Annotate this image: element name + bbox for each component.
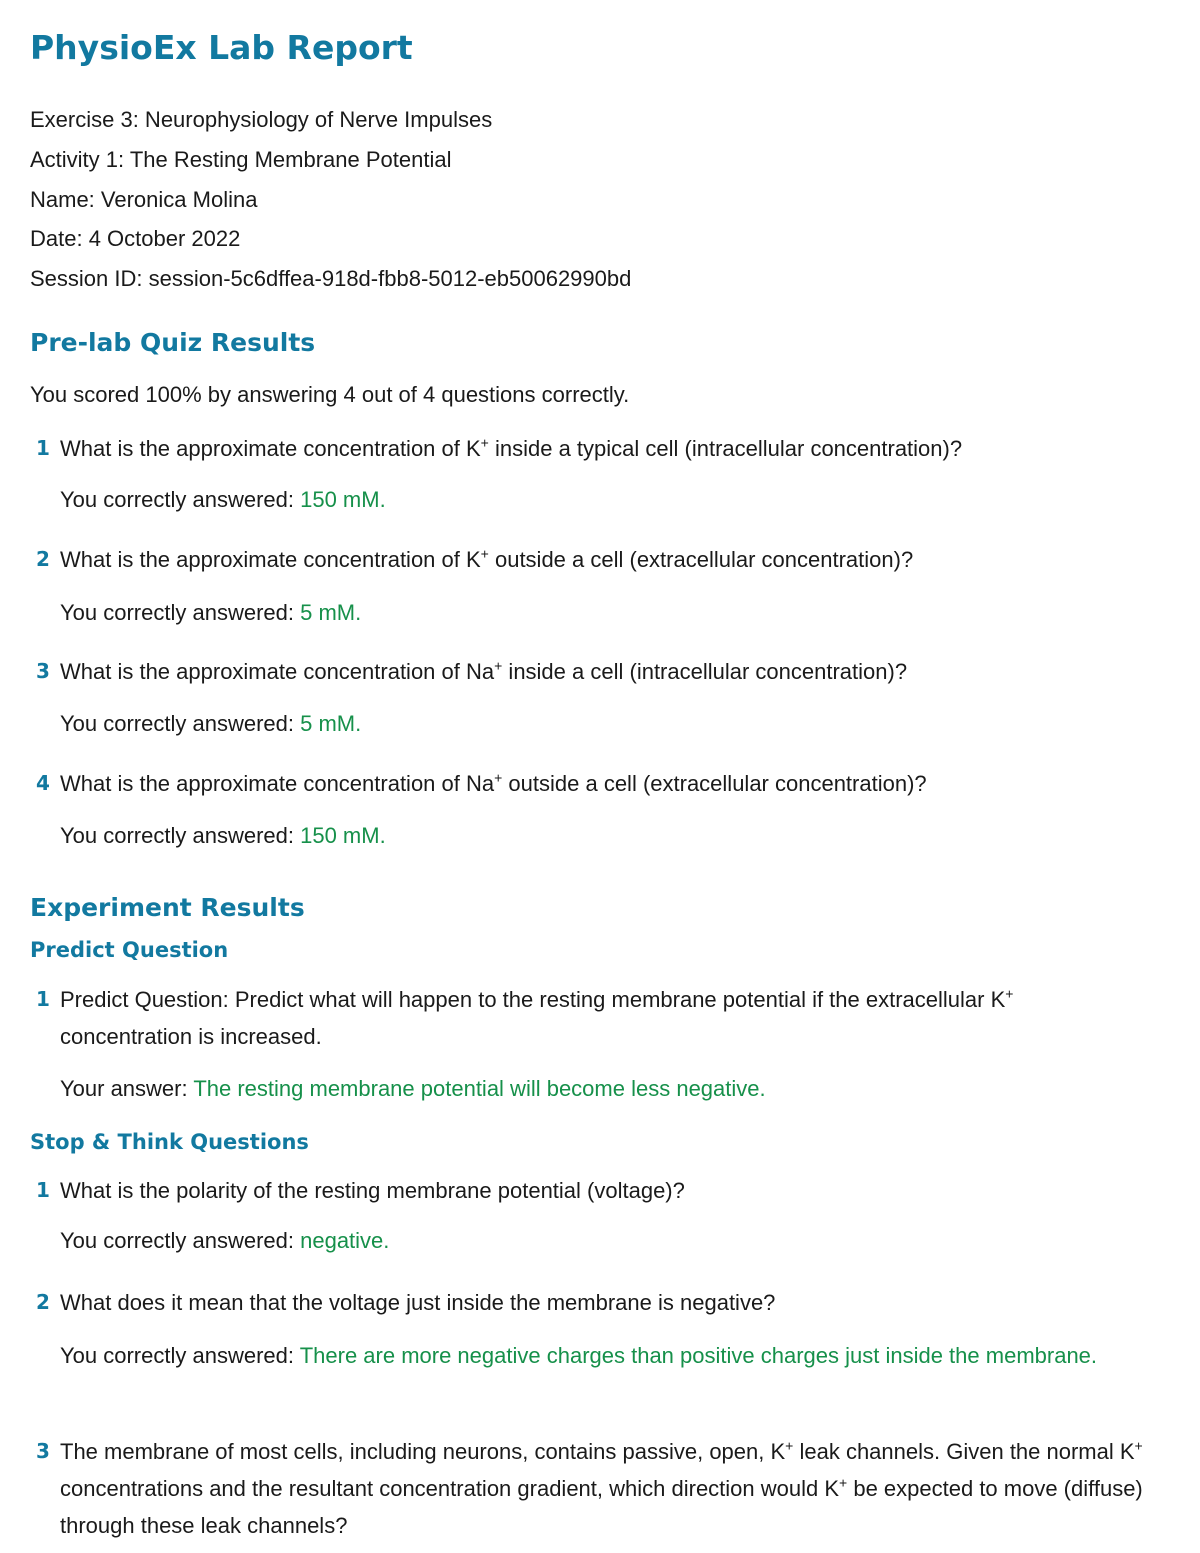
- question-text: What is the approximate concentration of K+ inside a typical cell (intracellular concentration)?: [60, 434, 963, 461]
- prelab-answer-2: You correctly answered: 5 mM.: [60, 600, 362, 625]
- stop-think-question-2: [30, 1284, 1160, 1321]
- question-number: 1: [36, 436, 50, 460]
- question-number: 2: [36, 547, 50, 571]
- correct-answer: 150 mM.: [300, 487, 386, 512]
- stop-think-question-3: [30, 1433, 1155, 1544]
- prelab-question-1: [30, 430, 1160, 467]
- prelab-answer-3: You correctly answered: 5 mM.: [60, 711, 362, 736]
- report-title: PhysioEx Lab Report: [30, 28, 413, 67]
- predict-answer: Your answer: The resting membrane potential will become less negative.: [60, 1076, 766, 1101]
- question-text: Predict Question: Predict what will happen to the resting membrane potential if the extracellular K+ concentration is increased.: [60, 985, 1014, 1049]
- stop-think-heading: Stop & Think Questions: [30, 1130, 309, 1154]
- activity-line: Activity 1: The Resting Membrane Potential: [30, 147, 452, 172]
- question-number: 1: [36, 987, 50, 1011]
- question-number: 4: [36, 771, 50, 795]
- student-name: Name: Veronica Molina: [30, 187, 258, 212]
- question-number: 3: [36, 659, 50, 683]
- question-number: 2: [36, 1290, 50, 1314]
- question-text: What is the polarity of the resting membrane potential (voltage)?: [60, 1178, 685, 1203]
- correct-answer: negative.: [300, 1228, 390, 1253]
- prelab-question-4: [30, 765, 1160, 802]
- question-number: 1: [36, 1178, 50, 1202]
- prelab-question-2: [30, 541, 1160, 578]
- question-text: What does it mean that the voltage just inside the membrane is negative?: [60, 1290, 776, 1315]
- question-text: What is the approximate concentration of Na+ outside a cell (extracellular concentration)?: [60, 769, 927, 796]
- predict-heading: Predict Question: [30, 938, 229, 962]
- prelab-question-3: [30, 653, 1160, 690]
- predict-question-1: [30, 981, 1160, 1055]
- correct-answer: There are more negative charges than positive charges just inside the membrane.: [299, 1343, 1098, 1368]
- question-text: What is the approximate concentration of K+ outside a cell (extracellular concentration)?: [60, 545, 914, 572]
- session-id: Session ID: session-5c6dffea-918d-fbb8-5012-eb50062990bd: [30, 266, 632, 291]
- prelab-score: You scored 100% by answering 4 out of 4 questions correctly.: [30, 382, 630, 407]
- question-text: What is the approximate concentration of Na+ inside a cell (intracellular concentration)?: [60, 657, 908, 684]
- prelab-answer-4: You correctly answered: 150 mM.: [60, 823, 386, 848]
- correct-answer: 5 mM.: [300, 711, 362, 736]
- prelab-answer-1: You correctly answered: 150 mM.: [60, 487, 386, 512]
- your-answer: The resting membrane potential will become less negative.: [193, 1076, 766, 1101]
- prelab-heading: Pre-lab Quiz Results: [30, 328, 316, 357]
- stop-think-answer-2: You correctly answered: There are more negative charges than positive charges just inside the membrane.: [60, 1343, 1098, 1368]
- stop-think-question-1: [30, 1172, 1160, 1209]
- correct-answer: 150 mM.: [300, 823, 386, 848]
- stop-think-answer-1: You correctly answered: negative.: [60, 1228, 390, 1253]
- question-text: The membrane of most cells, including neurons, contains passive, open, K+ leak channels. Given the normal K+ concentrations and the resultant concentration gradient, which direction would K+ be expected to move (diffuse) through these leak channels?: [60, 1437, 1143, 1538]
- experiment-heading: Experiment Results: [30, 893, 305, 922]
- correct-answer: 5 mM.: [300, 600, 362, 625]
- question-number: 3: [36, 1439, 50, 1463]
- exercise-line: Exercise 3: Neurophysiology of Nerve Impulses: [30, 107, 493, 132]
- report-date: Date: 4 October 2022: [30, 226, 241, 251]
